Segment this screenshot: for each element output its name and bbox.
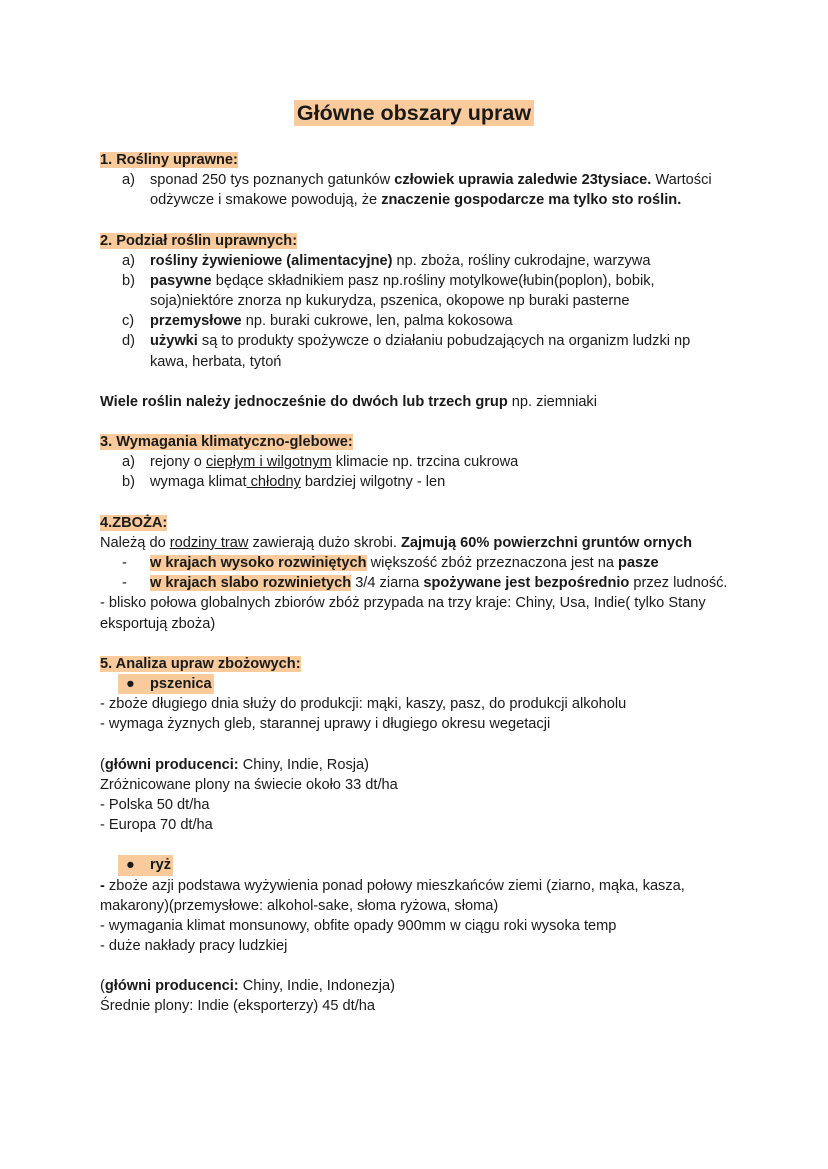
bold-text: główni producenci: xyxy=(104,756,239,773)
list-item xyxy=(100,271,728,311)
section-block xyxy=(100,976,728,1016)
text-run: Chiny, Indie, Rosja) xyxy=(238,756,369,773)
text-run: rejony o xyxy=(150,454,206,471)
bullet-item xyxy=(100,674,728,694)
highlighted-bullet xyxy=(118,855,173,875)
section-heading xyxy=(100,231,728,251)
paragraph xyxy=(100,996,728,1016)
section-block xyxy=(100,392,728,412)
paragraph xyxy=(100,876,728,916)
list-item xyxy=(100,573,728,593)
list-marker: d) xyxy=(122,333,135,350)
highlighted-text: w krajach slabo rozwinietych xyxy=(150,575,352,592)
text-run: - Europa 70 dt/ha xyxy=(100,817,213,834)
text-run: większość zbóż przeznaczona jest na xyxy=(366,555,619,572)
list-marker: - xyxy=(122,575,127,592)
text-run: sponad 250 tys poznanych gatunków xyxy=(150,172,395,189)
paragraph xyxy=(100,593,728,633)
bold-text: używki xyxy=(150,333,198,350)
text-run: - zboże długiego dnia służy do produkcji: mąki, kaszy, pasz, do produkcji alkoholu xyxy=(100,696,627,713)
text-run: Chiny, Indie, Indonezja) xyxy=(238,978,395,995)
text-run: Zróżnicowane plony na świecie około 33 dt/ha xyxy=(100,776,398,793)
section-heading xyxy=(100,654,728,674)
section-heading xyxy=(100,150,728,170)
section-block xyxy=(100,150,728,210)
text-run: Średnie plony: Indie (eksporterzy) 45 dt/ha xyxy=(100,998,376,1015)
highlighted-text: 2. Podział roślin uprawnych: xyxy=(100,232,298,249)
list-marker: c) xyxy=(122,313,135,330)
paragraph xyxy=(100,976,728,996)
document-title-wrap xyxy=(0,99,828,127)
text-run: 3/4 ziarna xyxy=(351,575,424,592)
text-run: bardziej wilgotny - len xyxy=(300,474,446,491)
underlined-text: rodziny traw xyxy=(169,534,249,551)
text-run: ( xyxy=(100,756,105,773)
bold-text: ryż xyxy=(150,857,172,874)
text-run: będące składnikiem pasz np.rośliny motylkowe(łubin(poplon), bobik, soja)niektóre znorza np kukurydza, pszenica, okopowe np buraki pasterne xyxy=(150,272,655,310)
underlined-text: chłodny xyxy=(246,474,301,491)
text-run: - Polska 50 dt/ha xyxy=(100,796,210,813)
list-item xyxy=(100,331,728,371)
paragraph xyxy=(100,916,728,936)
bullet-item xyxy=(100,855,728,875)
list-marker: a) xyxy=(122,172,135,189)
section-block xyxy=(100,755,728,836)
paragraph xyxy=(100,533,728,553)
text-run: - duże nakłady pracy ludzkiej xyxy=(100,937,288,954)
list-item xyxy=(100,251,728,271)
section-heading xyxy=(100,513,728,533)
paragraph xyxy=(100,775,728,795)
list-marker: - xyxy=(122,555,127,572)
bold-text: - xyxy=(100,877,105,894)
list-item xyxy=(100,553,728,573)
list-marker: a) xyxy=(122,252,135,269)
bold-text: rośliny żywieniowe (alimentacyjne) xyxy=(150,252,393,269)
list-item xyxy=(100,452,728,472)
bold-text: znaczenie gospodarcze ma tylko sto roślin. xyxy=(381,192,682,209)
bold-text: Zajmują 60% powierzchni gruntów ornych xyxy=(400,534,693,551)
bold-text: Wiele roślin należy jednocześnie do dwóch lub trzech grup xyxy=(100,393,508,410)
text-run: - wymaga żyznych gleb, starannej uprawy i długiego okresu wegetacji xyxy=(100,716,551,733)
paragraph xyxy=(100,755,728,775)
section-block xyxy=(100,231,728,372)
list-marker: a) xyxy=(122,454,135,471)
list-item xyxy=(100,472,728,492)
text-run: np. zboża, rośliny cukrodajne, warzywa xyxy=(392,252,651,269)
text-run: zboże azji podstawa wyżywienia ponad połowy mieszkańców ziemi (ziarno, mąka, kasza, makarony)(przemysłowe: alkohol-sake, słoma ryżowa, słoma) xyxy=(100,877,685,914)
text-run: Należą do xyxy=(100,534,170,551)
text-run: ( xyxy=(100,978,105,995)
paragraph xyxy=(100,714,728,734)
text-run: zawierają dużo skrobi. xyxy=(248,534,401,551)
highlighted-text: 4.ZBOŻA: xyxy=(100,514,168,531)
paragraph xyxy=(100,694,728,714)
highlighted-text: 1. Rośliny uprawne: xyxy=(100,152,238,168)
bold-text: przemysłowe xyxy=(150,313,242,330)
bullet-icon: ● xyxy=(126,675,135,692)
text-run: wymaga klimat xyxy=(150,474,247,491)
bold-text: spożywane jest bezpośrednio xyxy=(423,575,630,592)
text-run: - blisko połowa globalnych zbiorów zbóż przypada na trzy kraje: Chiny, Usa, Indie( tylko Stany eksportują zboża) xyxy=(100,595,706,632)
text-run: np. ziemniaki xyxy=(507,393,597,410)
highlighted-bullet xyxy=(118,674,214,694)
paragraph xyxy=(100,936,728,956)
highlighted-text: 5. Analiza upraw zbożowych: xyxy=(100,655,301,672)
text-run: są to produkty spożywcze o działaniu pobudzających na organizm ludzki np kawa, herbata, tytoń xyxy=(150,333,691,370)
bullet-icon: ● xyxy=(126,857,135,874)
underlined-text: ciepłym i wilgotnym xyxy=(205,454,332,471)
list-item xyxy=(100,170,728,210)
text-run: - wymagania klimat monsunowy, obfite opady 900mm w ciągu roki wysoka temp xyxy=(100,917,617,934)
document-title: Główne obszary upraw xyxy=(294,100,534,126)
paragraph xyxy=(100,815,728,835)
highlighted-text: 3. Wymagania klimatyczno-glebowe: xyxy=(100,434,353,451)
list-marker: b) xyxy=(122,474,135,491)
text-run: klimacie np. trzcina cukrowa xyxy=(331,454,519,471)
section-block xyxy=(100,654,728,735)
text-run: przez ludność. xyxy=(629,575,728,592)
highlighted-text: w krajach wysoko rozwiniętych xyxy=(150,555,367,572)
paragraph xyxy=(100,392,728,412)
text-run: np. buraki cukrowe, len, palma kokosowa xyxy=(241,313,513,330)
list-marker: b) xyxy=(122,272,135,289)
paragraph xyxy=(100,795,728,815)
document-body xyxy=(100,150,728,1037)
list-item xyxy=(100,311,728,331)
section-block xyxy=(100,432,728,492)
bold-text: pasze xyxy=(618,555,659,572)
bold-text: pszenica xyxy=(150,675,212,692)
section-block xyxy=(100,513,728,634)
bold-text: główni producenci: xyxy=(104,978,239,995)
section-block xyxy=(100,855,728,956)
text-run: Wartości odżywcze i smakowe powodują, że xyxy=(150,172,712,209)
bold-text: człowiek uprawia zaledwie 23tysiace. xyxy=(394,172,652,189)
bold-text: pasywne xyxy=(150,272,212,289)
section-heading xyxy=(100,432,728,452)
